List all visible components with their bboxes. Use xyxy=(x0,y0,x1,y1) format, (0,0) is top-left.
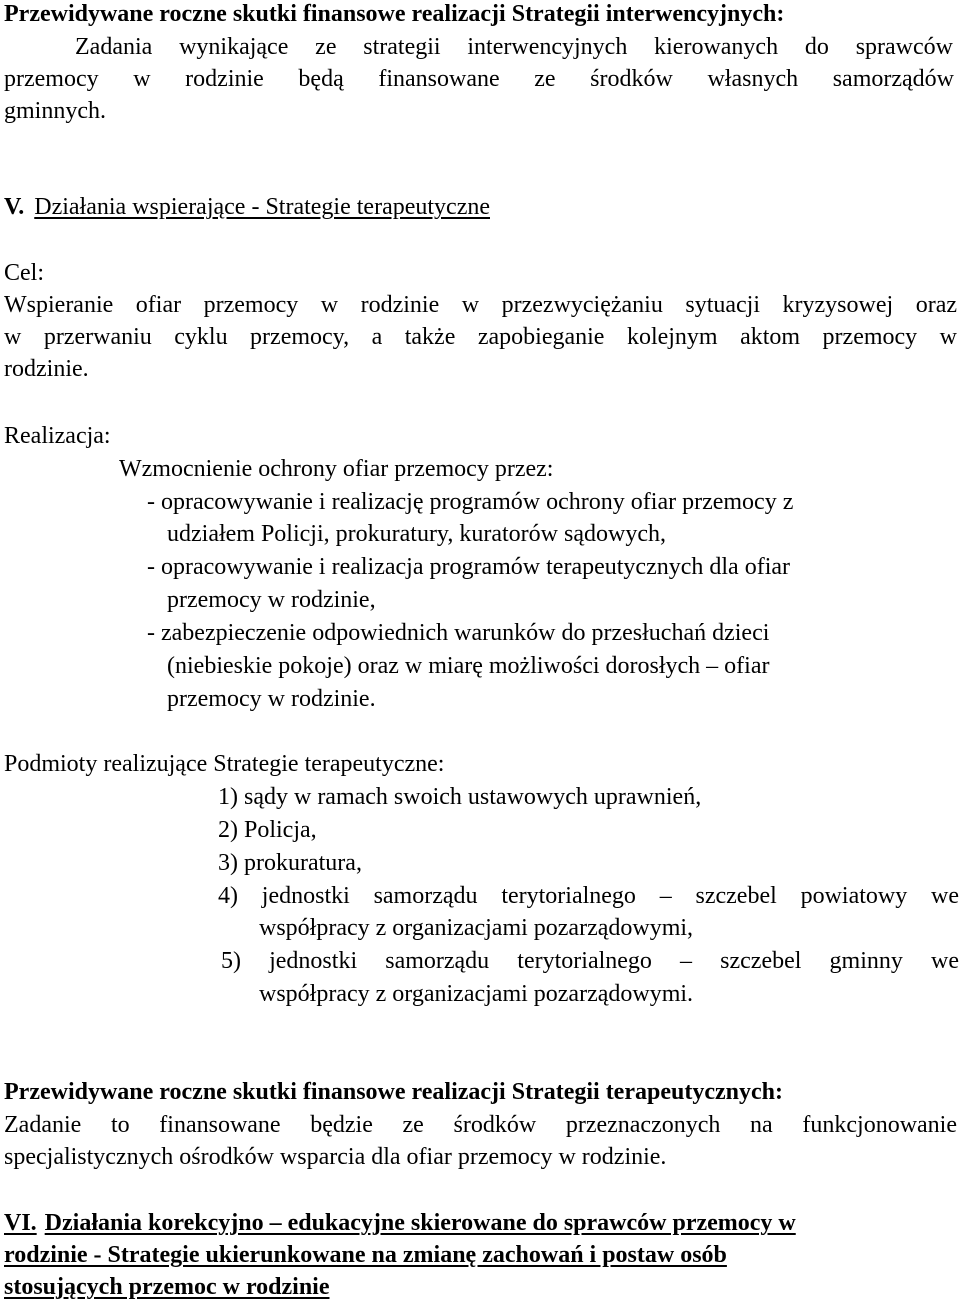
section-vi-title-line: stosujących przemoc w rodzinie xyxy=(4,1274,330,1300)
realization-label: Realizacja: xyxy=(4,423,111,449)
goal-text-line: Wspieranie ofiar przemocy w rodzinie w przezwyciężaniu sytuacji kryzysowej oraz xyxy=(4,292,957,318)
paragraph-line: przemocy w rodzinie będą finansowane ze środków własnych samorządów xyxy=(4,66,954,92)
list-item: - zabezpieczenie odpowiednich warunków do przesłuchań dzieci xyxy=(147,620,770,646)
paragraph-line: specjalistycznych ośrodków wsparcia dla ofiar przemocy w rodzinie. xyxy=(4,1144,667,1170)
list-item: 4) jednostki samorządu terytorialnego – szczebel powiatowy we xyxy=(218,883,959,909)
list-item: 5) jednostki samorządu terytorialnego – szczebel gminny we xyxy=(221,948,959,974)
financial-effects-heading-interventional: Przewidywane roczne skutki finansowe realizacji Strategii interwencyjnych: xyxy=(4,1,785,27)
goal-text-line: w przerwaniu cyklu przemocy, a także zapobieganie kolejnym aktom przemocy w xyxy=(4,324,957,350)
goal-text-line: rodzinie. xyxy=(4,356,89,382)
list-item-continuation: przemocy w rodzinie, xyxy=(167,587,376,613)
section-v-heading xyxy=(4,191,490,223)
paragraph-line: Zadania wynikające ze strategii interwencyjnych kierowanych do sprawców xyxy=(75,34,953,60)
goal-label: Cel: xyxy=(4,260,44,286)
list-item: 3) prokuratura, xyxy=(218,850,362,876)
section-v-number: V. xyxy=(4,194,25,220)
section-vi-heading xyxy=(4,1207,796,1239)
section-vi-title-line: rodzinie - Strategie ukierunkowane na zmianę zachowań i postaw osób xyxy=(4,1242,727,1268)
section-v-title: Działania wspierające - Strategie terapeutyczne xyxy=(34,194,490,220)
section-vi-title-line: Działania korekcyjno – edukacyjne skierowane do sprawców przemocy w xyxy=(44,1210,796,1236)
list-item: - opracowywanie i realizacja programów terapeutycznych dla ofiar xyxy=(147,554,791,580)
list-item-continuation: współpracy z organizacjami pozarządowymi, xyxy=(259,915,694,941)
list-item-continuation: udziałem Policji, prokuratury, kuratorów sądowych, xyxy=(167,521,666,547)
list-item: 2) Policja, xyxy=(218,817,317,843)
list-item-continuation: współpracy z organizacjami pozarządowymi. xyxy=(259,981,694,1007)
financial-effects-heading-therapeutic: Przewidywane roczne skutki finansowe realizacji Strategii terapeutycznych: xyxy=(4,1079,783,1105)
list-item: - opracowywanie i realizację programów ochrony ofiar przemocy z xyxy=(147,489,794,515)
list-item-continuation: przemocy w rodzinie. xyxy=(167,686,376,712)
paragraph-line: gminnych. xyxy=(4,98,106,124)
realization-intro: Wzmocnienie ochrony ofiar przemocy przez: xyxy=(119,456,554,482)
list-item: 1) sądy w ramach swoich ustawowych uprawnień, xyxy=(218,784,702,810)
entities-label: Podmioty realizujące Strategie terapeutyczne: xyxy=(4,751,445,777)
paragraph-line: Zadanie to finansowane będzie ze środków przeznaczonych na funkcjonowanie xyxy=(4,1112,957,1138)
section-vi-number: VI. xyxy=(4,1210,37,1236)
list-item-continuation: (niebieskie pokoje) oraz w miarę możliwości dorosłych – ofiar xyxy=(167,653,770,679)
